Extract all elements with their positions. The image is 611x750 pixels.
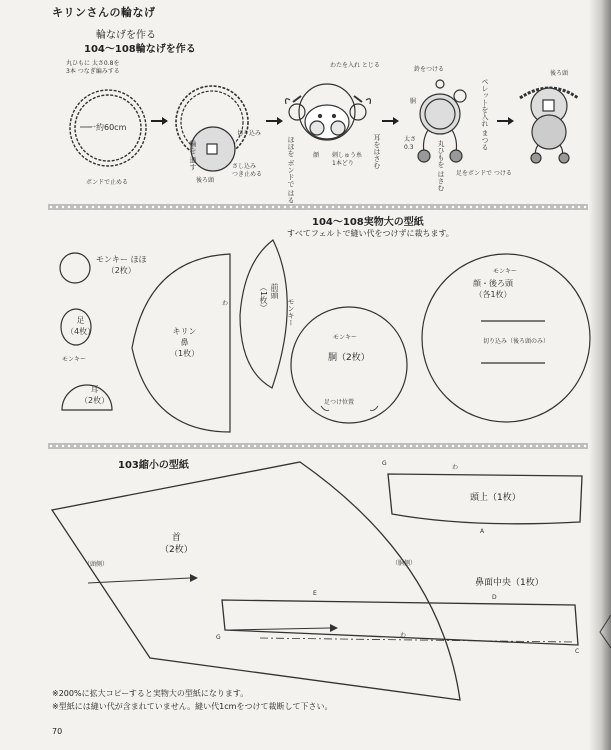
footer-note-2: ※型紙には縫い代が含まれていません。縫い代1cmをつけて裁断して下さい。 [52,702,333,711]
step4-body: 胴 [410,98,417,105]
step5-top: 後ろ頭 [550,70,569,77]
step1-note: 丸ひもに 太さ0.8を 3本 つなぎ編みする [66,60,120,75]
body-monkey-label: モンキー [333,334,358,341]
monkey-face-illustration [286,84,371,140]
ring-with-head-illustration [176,86,248,171]
step3-ear: 耳をはさむ [373,134,381,169]
letter-c: C [575,648,580,655]
section-subtitle: 輪なげを作る [96,30,156,41]
body-label: 胴（2枚） [328,353,370,363]
step4-thickness: 太さ 0.3 [404,136,417,151]
page-number: 70 [52,727,63,736]
step4-foot: 足をボンドで つける [456,170,512,177]
binding-shadow [589,0,611,750]
face-monkey-label: モンキー [493,268,518,275]
cheek-label: モンキー ほほ （2枚） [96,255,147,275]
step1-size: 一約60cm [88,123,127,132]
front-head-label: 前頭 （1枚） [259,283,279,313]
foot-label: 足 （4枚） [66,316,96,336]
head-top-label: 頭上（1枚） [470,493,521,503]
footer-note-1: ※200%に拡大コピーすると実物大の型紙になります。 [52,689,249,698]
letter-g-bottom: G [216,634,221,641]
step1-bottom: ボンドで止める [86,179,129,186]
letter-g-top: G [382,460,387,467]
wa-label: わ [222,300,229,307]
step4-top: 鈴をつける [414,66,445,73]
giraffe-nose-label: キリン 鼻 （1枚） [170,327,200,358]
ear-label: 耳 （2枚） [80,385,110,405]
front-head-pattern [240,240,287,388]
monkey-ear-label: モンキー [62,356,87,363]
section2-title: 103縮小の型紙 [118,460,189,471]
letter-a: A [480,528,485,535]
cheek-pattern [60,253,90,283]
body-side-label: （胴側） [392,560,417,567]
step4-cord: 丸ひもを はさむ [437,140,445,192]
face-back-label: 顔・後ろ頭 （各1枚） [473,279,513,299]
page-title: キリンさんの輪なげ [52,6,156,19]
letter-d: D [492,594,497,601]
step3-face: 顔 [313,152,320,159]
face-cut-label: 切り込み（後ろ頭のみ） [483,338,550,345]
neck-pattern [52,462,460,700]
step4-pellet: ペレットを入れ まつる [481,78,489,151]
step3-thread: 刺しゅう糸 1本どり [332,152,363,167]
dotted-divider [48,204,588,210]
step2-left: 輪を 通す [189,140,197,171]
step2-label1: 後ろ頭 [196,177,215,184]
step2-label2: さし込み つき止める [232,163,263,178]
step3-left: ほほを ボンドで はる [287,136,295,204]
nose-center-label: 鼻面中央（1枚） [475,578,544,588]
neck-label: 首 （2枚） [160,533,193,555]
dotted-divider-2 [48,443,588,449]
head-side-label: （頭側） [84,561,109,568]
step3-top: わたを入れ とじる [330,62,380,69]
steps-heading: 104〜108輪なげを作る [84,44,196,55]
step2-cut: 切り込み [237,130,262,137]
section1-subtitle: すべてフェルトで縫い代をつけずに裁ちます。 [287,229,454,238]
section1-title: 104〜108実物大の型紙 [312,217,424,228]
letter-e: E [313,590,317,597]
front-head-monkey: モンキー [287,298,295,326]
wa-bottom: わ [400,632,407,639]
foot-position-label: 足つけ位置 [324,399,355,406]
monkey-back-illustration [520,88,578,163]
wa-top: わ [452,464,459,471]
